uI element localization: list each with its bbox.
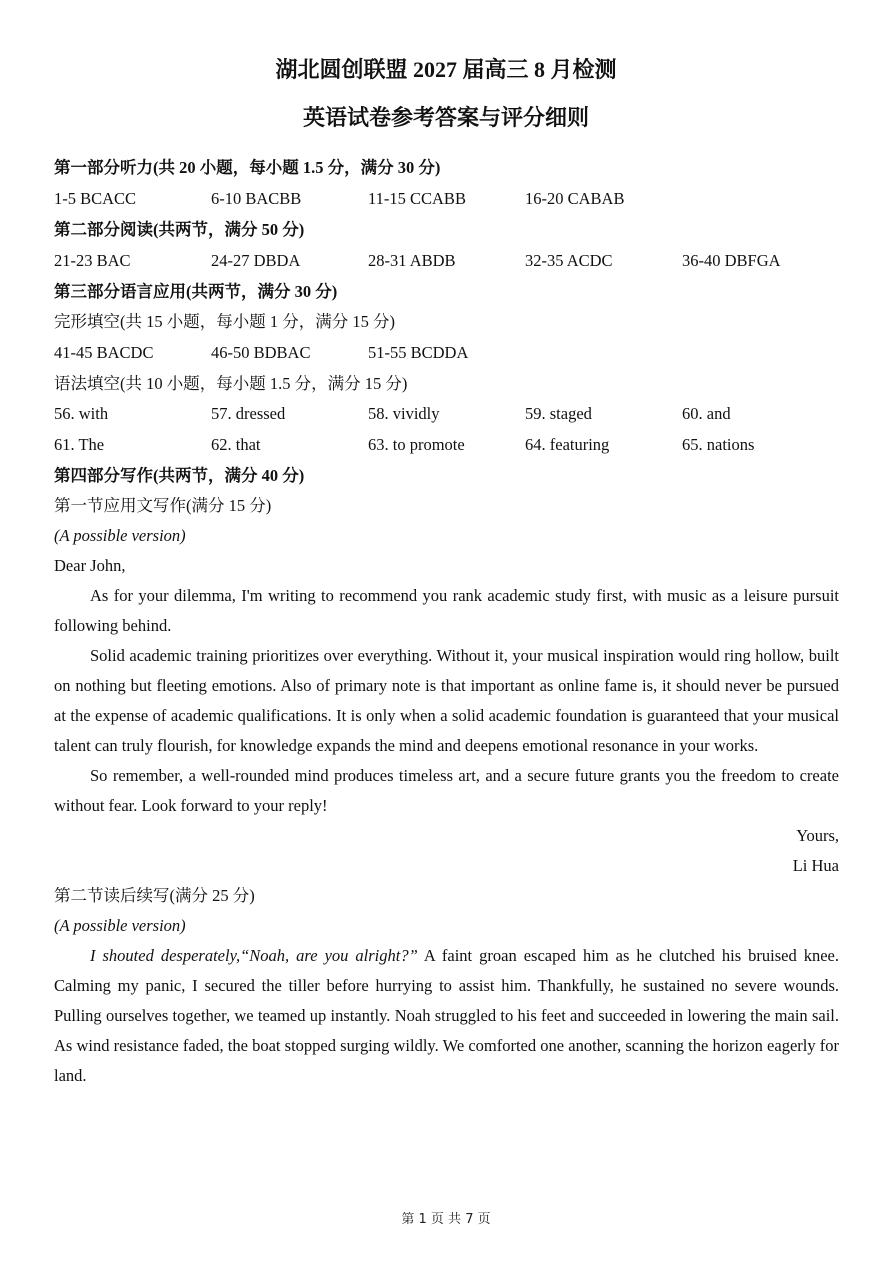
- answer-group: 41-45 BACDC: [54, 343, 154, 362]
- letter-paragraph: So remember, a well-rounded mind produces timeless art, and a secure future grants you the freedom to create without fear. Look forward to your reply!: [54, 766, 839, 815]
- document-subtitle: 英语试卷参考答案与评分细则: [302, 105, 589, 130]
- answer-item: 65. nations: [682, 435, 755, 454]
- part2-answer-row: [54, 245, 839, 277]
- answer-group: 36-40 DBFGA: [682, 251, 781, 270]
- part2-heading: 第二部分阅读(共两节，满分 50 分): [54, 220, 305, 239]
- answer-group: 46-50 BDBAC: [211, 343, 311, 362]
- continuation-paragraph: [54, 941, 839, 1091]
- document-title: 湖北圆创联盟 2027 届高三 8 月检测: [275, 57, 617, 82]
- answer-item: 57. dressed: [211, 404, 286, 423]
- part3-heading: 第三部分语言应用(共两节，满分 30 分): [54, 282, 338, 301]
- answer-group: 6-10 BACBB: [211, 189, 302, 208]
- grammar-answer-row: [54, 399, 839, 429]
- section2-heading: 第二节读后续写(满分 25 分): [54, 886, 255, 905]
- section1-heading: 第一节应用文写作(满分 15 分): [54, 496, 272, 515]
- answer-item: 60. and: [682, 404, 731, 423]
- document-body: [54, 153, 839, 1091]
- answer-group: 1-5 BCACC: [54, 189, 137, 208]
- answer-item: 59. staged: [525, 404, 592, 423]
- part4-heading: 第四部分写作(共两节，满分 40 分): [54, 466, 305, 485]
- answer-group: 24-27 DBDA: [211, 251, 301, 270]
- answer-group: 32-35 ACDC: [525, 251, 613, 270]
- answer-group: 21-23 BAC: [54, 251, 131, 270]
- grammar-answer-row: [54, 429, 839, 461]
- answer-group: 28-31 ABDB: [368, 251, 456, 270]
- part1-heading: 第一部分听力(共 20 小题，每小题 1.5 分，满分 30 分): [54, 158, 441, 177]
- answer-item: 58. vividly: [368, 404, 440, 423]
- answer-group: 11-15 CCABB: [368, 189, 466, 208]
- answer-item: 64. featuring: [525, 435, 610, 454]
- cloze-heading: 完形填空(共 15 小题，每小题 1 分，满分 15 分): [54, 312, 395, 331]
- section1-version-note: (A possible version): [54, 526, 186, 545]
- paragraph-body: A faint groan escaped him as he clutched his bruised knee. Calming my panic, I secured the tiller before hurrying to assist him. Thankfully, he sustained no severe wounds. Pulling ourselves together, we teamed up instantly. Noah struggled to his feet and succeeded in lowering the main sail. As wind resistance faded, the boat stopped surging wildly. We comforted one another, scanning the horizon eagerly for land.: [54, 946, 839, 1085]
- grammar-heading: 语法填空(共 10 小题，每小题 1.5 分，满分 15 分): [54, 374, 408, 393]
- letter-paragraph: Solid academic training prioritizes over everything. Without it, your musical inspiration would ring hollow, built on nothing but fleeting emotions. Also of primary note is that important as online fame is, it should never be pursued at the expense of academic qualifications. It is only when a solid academic foundation is guaranteed that your musical talent can truly flourish, for knowledge expands the mind and deepens emotional resonance in your works.: [54, 646, 839, 755]
- answer-item: 63. to promote: [368, 435, 465, 454]
- cloze-answer-row: [54, 337, 839, 369]
- page-number: 第 1 页 共 7 页: [401, 1212, 491, 1227]
- section2-version-note: (A possible version): [54, 916, 186, 935]
- answer-item: 61. The: [54, 435, 105, 454]
- answer-item: 56. with: [54, 404, 109, 423]
- answer-group: 16-20 CABAB: [525, 189, 625, 208]
- answer-item: 62. that: [211, 435, 261, 454]
- letter-closing: Yours,: [796, 826, 839, 845]
- answer-group: 51-55 BCDDA: [368, 343, 469, 362]
- letter-signature: Li Hua: [792, 856, 839, 875]
- opening-sentence: I shouted desperately,“Noah, are you alright?”: [90, 946, 418, 965]
- letter-greeting: Dear John,: [54, 556, 126, 575]
- part1-answer-row: [54, 183, 839, 215]
- letter-paragraph: As for your dilemma, I'm writing to recommend you rank academic study first, with music as a leisure pursuit following behind.: [54, 586, 839, 635]
